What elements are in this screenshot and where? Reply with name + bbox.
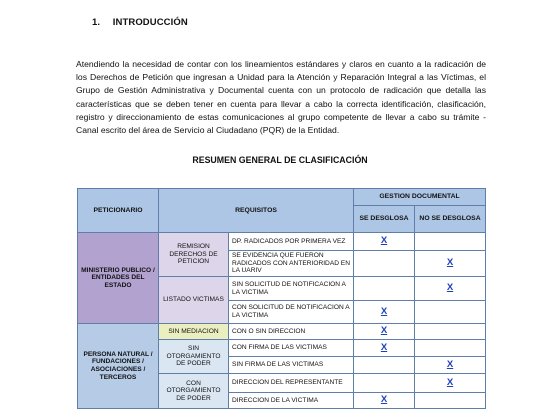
x-mark: X xyxy=(446,376,454,388)
mark-cell xyxy=(415,251,486,277)
empty-cell xyxy=(415,324,486,340)
section-heading xyxy=(92,17,188,28)
requisito-con-otorgamiento: CON OTORGAMIENTO DE PODER xyxy=(159,374,229,409)
empty-cell xyxy=(415,340,486,357)
requisito-sin-mediacion: SIN MEDIACION xyxy=(159,324,229,340)
requisito-sin-otorgamiento: SIN OTORGAMIENTO DE PODER xyxy=(159,340,229,374)
mark-cell xyxy=(415,357,486,374)
detalle-direccion-victima: DIRECCION DE LA VICTIMA xyxy=(229,393,354,409)
detalle-con-o-sin-direccion: CON O SIN DIRECCION xyxy=(229,324,354,340)
empty-cell xyxy=(354,374,415,393)
x-mark: X xyxy=(380,394,388,406)
header-gestion-documental: GESTION DOCUMENTAL xyxy=(354,189,486,206)
classification-table xyxy=(77,188,486,409)
x-mark: X xyxy=(380,341,388,353)
peticionario-ministerio: MINISTERIO PUBLICO / ENTIDADES DEL ESTADO xyxy=(78,233,159,324)
requisito-listado: LISTADO VICTIMAS xyxy=(159,277,229,324)
intro-paragraph: Atendiendo la necesidad de contar con los lineamientos estándares y claros en cuanto a la radicación de los Derechos de Petición que ingresan a Unidad para la Atención y Reparación Integral a las Víctimas, el Grupo de Gestión Administrativa y Documental cuenta con un protocolo de radicación que detalla las características que se deben tener en cuenta para llevar a cabo la correcta identificación, clasificación, registro y direccionamiento de estas comunicaciones al grupo competente de llevar a cabo su trámite - Canal escrito del área de Servicio al Ciudadano (PQR) de la Entidad. xyxy=(76,59,486,136)
x-mark: X xyxy=(446,358,454,370)
mark-cell xyxy=(354,393,415,409)
detalle-radicados-anterioridad: SE EVIDENCIA QUE FUERON RADICADOS CON ANTERIORIDAD EN LA UARIV xyxy=(229,251,354,277)
table-title: RESUMEN GENERAL DE CLASIFICACIÓN xyxy=(192,155,368,165)
detalle-primera-vez: DP. RADICADOS POR PRIMERA VEZ xyxy=(229,233,354,251)
x-mark: X xyxy=(446,282,454,294)
detalle-direccion-representante: DIRECCION DEL REPRESENTANTE xyxy=(229,374,354,393)
mark-cell xyxy=(415,374,486,393)
mark-cell xyxy=(354,340,415,357)
empty-cell xyxy=(415,301,486,324)
detalle-con-firma: CON FIRMA DE LAS VICTIMAS xyxy=(229,340,354,357)
requisito-remision: REMISION DERECHOS DE PETICION xyxy=(159,233,229,277)
mark-cell xyxy=(354,301,415,324)
detalle-sin-notificacion: SIN SOLICITUD DE NOTIFICACION A LA VICTIMA xyxy=(229,277,354,301)
section-title: INTRODUCCIÓN xyxy=(112,17,188,28)
header-no-se-desglosa: NO SE DESGLOSA xyxy=(415,206,486,233)
peticionario-persona-natural: PERSONA NATURAL / FUNDACIONES / ASOCIACIONES / TERCEROS xyxy=(78,324,159,409)
x-mark: X xyxy=(446,257,454,269)
empty-cell xyxy=(354,251,415,277)
detalle-sin-firma: SIN FIRMA DE LAS VICTIMAS xyxy=(229,357,354,374)
header-se-desglosa: SE DESGLOSA xyxy=(354,206,415,233)
x-mark: X xyxy=(380,235,388,247)
empty-cell xyxy=(354,357,415,374)
mark-cell xyxy=(354,233,415,251)
header-requisitos: REQUISITOS xyxy=(159,189,354,233)
empty-cell xyxy=(354,277,415,301)
section-number: 1. xyxy=(92,17,101,28)
mark-cell xyxy=(354,324,415,340)
empty-cell xyxy=(415,233,486,251)
mark-cell xyxy=(415,277,486,301)
x-mark: X xyxy=(380,305,388,317)
empty-cell xyxy=(415,393,486,409)
header-peticionario: PETICIONARIO xyxy=(78,189,159,233)
detalle-con-notificacion: CON SOLICITUD DE NOTIFICACION A LA VICTIMA xyxy=(229,301,354,324)
x-mark: X xyxy=(380,325,388,337)
